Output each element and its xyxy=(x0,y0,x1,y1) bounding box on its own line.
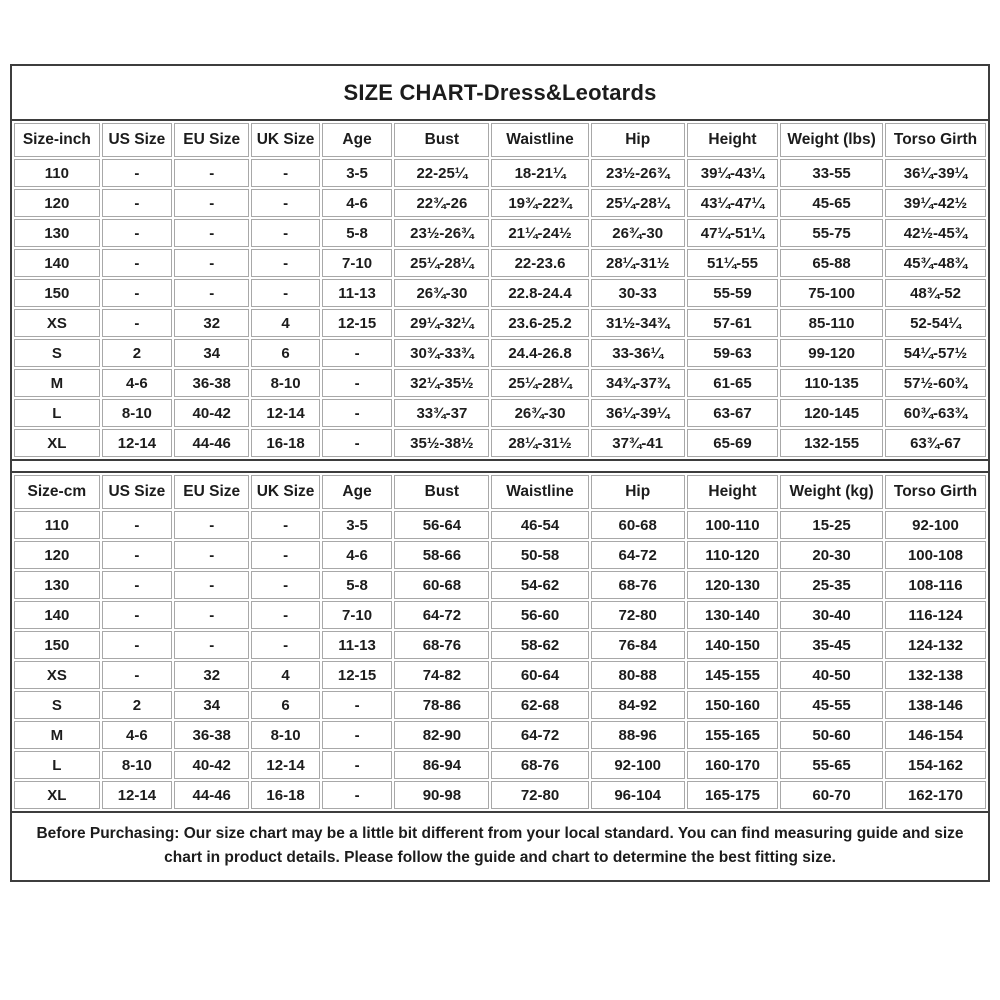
section-divider xyxy=(12,461,988,471)
table-cell: 108-116 xyxy=(885,571,986,599)
column-header: Torso Girth xyxy=(885,123,986,157)
column-header: Size-cm xyxy=(14,475,100,509)
table-cell: 61-65 xyxy=(687,369,778,397)
table-cell: 30-33 xyxy=(591,279,685,307)
table-cell: 18-21¼ xyxy=(491,159,588,187)
table-row xyxy=(14,279,986,307)
table-cell: 86-94 xyxy=(394,751,489,779)
table-cell: 23.6-25.2 xyxy=(491,309,588,337)
table-cell: 51¼-55 xyxy=(687,249,778,277)
column-header: UK Size xyxy=(251,475,320,509)
table-cell: 35½-38½ xyxy=(394,429,489,457)
table-cell: 40-42 xyxy=(174,399,249,427)
column-header: Height xyxy=(687,123,778,157)
table-row xyxy=(14,429,986,457)
table-cell: L xyxy=(14,399,100,427)
table-cell: - xyxy=(102,159,172,187)
table-cell: 12-15 xyxy=(322,309,392,337)
purchase-note: Before Purchasing: Our size chart may be a little bit different from your local standard. You can find measuring guide and size chart in product details. Please follow the guide and chart to determine the best fitting size. xyxy=(12,811,988,880)
column-header: Weight (kg) xyxy=(780,475,883,509)
table-cell: - xyxy=(174,159,249,187)
table-cell: - xyxy=(174,511,249,539)
table-cell: - xyxy=(102,661,172,689)
table-cell: 84-92 xyxy=(591,691,685,719)
table-cell: 40-50 xyxy=(780,661,883,689)
table-cell: 4 xyxy=(251,309,320,337)
table-cell: 39¼-43¼ xyxy=(687,159,778,187)
table-cell: - xyxy=(322,399,392,427)
table-cell: 7-10 xyxy=(322,249,392,277)
table-cell: 33¾-37 xyxy=(394,399,489,427)
table-cell: 12-14 xyxy=(102,781,172,809)
table-row xyxy=(14,601,986,629)
table-cell: 58-66 xyxy=(394,541,489,569)
column-header: US Size xyxy=(102,123,172,157)
table-cell: - xyxy=(174,189,249,217)
table-cell: 8-10 xyxy=(251,721,320,749)
table-cell: 60¾-63¾ xyxy=(885,399,986,427)
table-cell: 132-155 xyxy=(780,429,883,457)
table-cell: 155-165 xyxy=(687,721,778,749)
table-cell: 120-130 xyxy=(687,571,778,599)
table-cell: 63¾-67 xyxy=(885,429,986,457)
table-cell: 57-61 xyxy=(687,309,778,337)
table-cell: 110 xyxy=(14,159,100,187)
table-cell: 31½-34¾ xyxy=(591,309,685,337)
table-cell: 78-86 xyxy=(394,691,489,719)
table-cell: XS xyxy=(14,661,100,689)
table-cell: 16-18 xyxy=(251,429,320,457)
table-cell: 12-14 xyxy=(251,399,320,427)
table-cell: - xyxy=(102,601,172,629)
table-cell: 46-54 xyxy=(491,511,588,539)
table-cell: 165-175 xyxy=(687,781,778,809)
table-cell: 132-138 xyxy=(885,661,986,689)
table-cell: 39¼-42½ xyxy=(885,189,986,217)
table-cell: 60-64 xyxy=(491,661,588,689)
table-cell: 44-46 xyxy=(174,429,249,457)
table-cell: 16-18 xyxy=(251,781,320,809)
column-header: Bust xyxy=(394,123,489,157)
table-cell: 44-46 xyxy=(174,781,249,809)
column-header: Waistline xyxy=(491,475,588,509)
column-header: Hip xyxy=(591,475,685,509)
table-row xyxy=(14,781,986,809)
table-cell: - xyxy=(251,159,320,187)
table-cell: 100-108 xyxy=(885,541,986,569)
table-cell: 42½-45¾ xyxy=(885,219,986,247)
table-cell: 57½-60¾ xyxy=(885,369,986,397)
table-cell: 5-8 xyxy=(322,571,392,599)
page-title: SIZE CHART-Dress&Leotards xyxy=(12,66,988,121)
column-header: Age xyxy=(322,475,392,509)
table-cell: 120-145 xyxy=(780,399,883,427)
table-cell: 64-72 xyxy=(591,541,685,569)
table-cell: 154-162 xyxy=(885,751,986,779)
table-cell: 68-76 xyxy=(394,631,489,659)
table-cell: 56-60 xyxy=(491,601,588,629)
table-cell: 58-62 xyxy=(491,631,588,659)
table-cell: 28¼-31½ xyxy=(591,249,685,277)
table-cell: - xyxy=(102,219,172,247)
table-cell: 7-10 xyxy=(322,601,392,629)
table-cell: - xyxy=(251,571,320,599)
table-cell: 22-23.6 xyxy=(491,249,588,277)
table-cell: 50-58 xyxy=(491,541,588,569)
table-cell: - xyxy=(102,189,172,217)
table-cell: 55-59 xyxy=(687,279,778,307)
table-cell: 82-90 xyxy=(394,721,489,749)
table-cell: 140-150 xyxy=(687,631,778,659)
table-cell: - xyxy=(102,279,172,307)
table-cell: 19¾-22¾ xyxy=(491,189,588,217)
column-header: Torso Girth xyxy=(885,475,986,509)
table-cell: - xyxy=(174,631,249,659)
table-cell: - xyxy=(102,249,172,277)
table-cell: - xyxy=(322,369,392,397)
table-cell: M xyxy=(14,369,100,397)
column-header: EU Size xyxy=(174,475,249,509)
table-cell: 8-10 xyxy=(251,369,320,397)
table-cell: 8-10 xyxy=(102,399,172,427)
table-cell: - xyxy=(102,309,172,337)
table-cell: 140 xyxy=(14,601,100,629)
column-header: Weight (lbs) xyxy=(780,123,883,157)
size-inch-table xyxy=(12,121,988,459)
table-cell: - xyxy=(251,279,320,307)
table-cell: 22-25¼ xyxy=(394,159,489,187)
table-cell: 23½-26¾ xyxy=(394,219,489,247)
table-cell: 2 xyxy=(102,691,172,719)
table-cell: 124-132 xyxy=(885,631,986,659)
table-cell: - xyxy=(322,339,392,367)
table-cell: 54¼-57½ xyxy=(885,339,986,367)
column-header: Size-inch xyxy=(14,123,100,157)
table-cell: 76-84 xyxy=(591,631,685,659)
table-cell: 55-75 xyxy=(780,219,883,247)
column-header: US Size xyxy=(102,475,172,509)
table-cell: 60-68 xyxy=(394,571,489,599)
table-cell: 80-88 xyxy=(591,661,685,689)
table-cell: 4-6 xyxy=(102,369,172,397)
table-cell: 40-42 xyxy=(174,751,249,779)
table-cell: 4 xyxy=(251,661,320,689)
table-cell: 90-98 xyxy=(394,781,489,809)
table-cell: 150-160 xyxy=(687,691,778,719)
table-row xyxy=(14,511,986,539)
table-cell: 6 xyxy=(251,339,320,367)
table-cell: 3-5 xyxy=(322,159,392,187)
table-cell: 56-64 xyxy=(394,511,489,539)
table-cell: 29¼-32¼ xyxy=(394,309,489,337)
table-cell: 138-146 xyxy=(885,691,986,719)
table-cell: 47¼-51¼ xyxy=(687,219,778,247)
table-cell: 146-154 xyxy=(885,721,986,749)
table-cell: 72-80 xyxy=(491,781,588,809)
table-cell: 100-110 xyxy=(687,511,778,539)
table-row xyxy=(14,751,986,779)
table-row xyxy=(14,249,986,277)
table-cell: 24.4-26.8 xyxy=(491,339,588,367)
table-cell: S xyxy=(14,691,100,719)
header-row xyxy=(14,123,986,157)
table-cell: 110 xyxy=(14,511,100,539)
table-cell: 65-69 xyxy=(687,429,778,457)
table-cell: - xyxy=(102,571,172,599)
table-cell: 50-60 xyxy=(780,721,883,749)
table-cell: - xyxy=(251,511,320,539)
table-cell: - xyxy=(251,189,320,217)
table-cell: 52-54¼ xyxy=(885,309,986,337)
table-cell: 15-25 xyxy=(780,511,883,539)
table-cell: 60-68 xyxy=(591,511,685,539)
table-cell: 37¾-41 xyxy=(591,429,685,457)
table-cell: - xyxy=(174,219,249,247)
table-cell: - xyxy=(322,781,392,809)
table-cell: 11-13 xyxy=(322,631,392,659)
table-cell: 45-55 xyxy=(780,691,883,719)
size-inch-section xyxy=(12,121,988,461)
table-cell: - xyxy=(322,429,392,457)
table-cell: 130 xyxy=(14,571,100,599)
table-cell: 140 xyxy=(14,249,100,277)
size-cm-section xyxy=(12,471,988,811)
table-cell: 30-40 xyxy=(780,601,883,629)
table-row xyxy=(14,189,986,217)
table-cell: 26¾-30 xyxy=(394,279,489,307)
table-cell: - xyxy=(174,279,249,307)
table-cell: 43¼-47¼ xyxy=(687,189,778,217)
table-cell: - xyxy=(251,601,320,629)
table-cell: 60-70 xyxy=(780,781,883,809)
table-cell: 30¾-33¾ xyxy=(394,339,489,367)
table-cell: 68-76 xyxy=(491,751,588,779)
table-cell: - xyxy=(251,249,320,277)
table-cell: 65-88 xyxy=(780,249,883,277)
table-cell: 32 xyxy=(174,661,249,689)
table-cell: - xyxy=(174,601,249,629)
table-cell: 20-30 xyxy=(780,541,883,569)
table-cell: 130 xyxy=(14,219,100,247)
table-row xyxy=(14,571,986,599)
table-cell: - xyxy=(174,571,249,599)
table-cell: 32¼-35½ xyxy=(394,369,489,397)
table-cell: L xyxy=(14,751,100,779)
table-cell: - xyxy=(102,631,172,659)
table-cell: - xyxy=(251,631,320,659)
table-cell: 4-6 xyxy=(102,721,172,749)
table-cell: 36¼-39¼ xyxy=(591,399,685,427)
table-cell: 160-170 xyxy=(687,751,778,779)
table-cell: 62-68 xyxy=(491,691,588,719)
table-cell: 150 xyxy=(14,279,100,307)
table-row xyxy=(14,661,986,689)
table-cell: 34¾-37¾ xyxy=(591,369,685,397)
table-cell: 75-100 xyxy=(780,279,883,307)
table-row xyxy=(14,541,986,569)
table-cell: 4-6 xyxy=(322,189,392,217)
table-cell: - xyxy=(174,249,249,277)
table-cell: - xyxy=(322,751,392,779)
table-cell: 64-72 xyxy=(491,721,588,749)
table-cell: XL xyxy=(14,429,100,457)
table-cell: 33-36¼ xyxy=(591,339,685,367)
table-cell: 36¼-39¼ xyxy=(885,159,986,187)
table-cell: 11-13 xyxy=(322,279,392,307)
table-cell: 25¼-28¼ xyxy=(394,249,489,277)
table-cell: 32 xyxy=(174,309,249,337)
table-cell: 8-10 xyxy=(102,751,172,779)
table-cell: 162-170 xyxy=(885,781,986,809)
table-cell: - xyxy=(251,219,320,247)
table-cell: 25-35 xyxy=(780,571,883,599)
table-cell: XS xyxy=(14,309,100,337)
table-cell: 145-155 xyxy=(687,661,778,689)
table-cell: - xyxy=(174,541,249,569)
table-cell: 130-140 xyxy=(687,601,778,629)
table-cell: 92-100 xyxy=(885,511,986,539)
table-cell: 116-124 xyxy=(885,601,986,629)
table-cell: XL xyxy=(14,781,100,809)
table-cell: 96-104 xyxy=(591,781,685,809)
table-cell: 64-72 xyxy=(394,601,489,629)
table-cell: 55-65 xyxy=(780,751,883,779)
table-cell: 88-96 xyxy=(591,721,685,749)
table-cell: 26¾-30 xyxy=(591,219,685,247)
table-row xyxy=(14,631,986,659)
table-cell: 22.8-24.4 xyxy=(491,279,588,307)
header-row xyxy=(14,475,986,509)
table-row xyxy=(14,159,986,187)
table-cell: 3-5 xyxy=(322,511,392,539)
table-cell: 74-82 xyxy=(394,661,489,689)
table-cell: 99-120 xyxy=(780,339,883,367)
table-cell: 25¼-28¼ xyxy=(491,369,588,397)
table-cell: - xyxy=(322,721,392,749)
table-cell: 45¾-48¾ xyxy=(885,249,986,277)
table-cell: 72-80 xyxy=(591,601,685,629)
table-cell: 59-63 xyxy=(687,339,778,367)
column-header: Hip xyxy=(591,123,685,157)
table-cell: 85-110 xyxy=(780,309,883,337)
table-row xyxy=(14,721,986,749)
table-cell: 28¼-31½ xyxy=(491,429,588,457)
table-cell: 45-65 xyxy=(780,189,883,217)
table-cell: 120 xyxy=(14,541,100,569)
table-row xyxy=(14,219,986,247)
table-cell: 34 xyxy=(174,339,249,367)
table-cell: 63-67 xyxy=(687,399,778,427)
table-row xyxy=(14,339,986,367)
table-cell: 36-38 xyxy=(174,721,249,749)
table-cell: 12-15 xyxy=(322,661,392,689)
table-cell: 35-45 xyxy=(780,631,883,659)
table-cell: 36-38 xyxy=(174,369,249,397)
table-cell: 110-135 xyxy=(780,369,883,397)
table-cell: 54-62 xyxy=(491,571,588,599)
table-cell: - xyxy=(102,541,172,569)
table-cell: 33-55 xyxy=(780,159,883,187)
table-cell: 48¾-52 xyxy=(885,279,986,307)
table-cell: 6 xyxy=(251,691,320,719)
table-cell: 26¾-30 xyxy=(491,399,588,427)
table-cell: 12-14 xyxy=(251,751,320,779)
table-cell: 150 xyxy=(14,631,100,659)
table-cell: 5-8 xyxy=(322,219,392,247)
table-row xyxy=(14,309,986,337)
table-cell: 25¼-28¼ xyxy=(591,189,685,217)
size-chart-panel xyxy=(10,64,990,882)
table-row xyxy=(14,369,986,397)
table-cell: 68-76 xyxy=(591,571,685,599)
table-cell: 92-100 xyxy=(591,751,685,779)
table-cell: M xyxy=(14,721,100,749)
table-cell: 120 xyxy=(14,189,100,217)
table-cell: S xyxy=(14,339,100,367)
table-row xyxy=(14,399,986,427)
table-cell: - xyxy=(251,541,320,569)
table-cell: 4-6 xyxy=(322,541,392,569)
column-header: Bust xyxy=(394,475,489,509)
table-row xyxy=(14,691,986,719)
column-header: Waistline xyxy=(491,123,588,157)
table-cell: 12-14 xyxy=(102,429,172,457)
table-cell: - xyxy=(322,691,392,719)
table-cell: 21¼-24½ xyxy=(491,219,588,247)
table-cell: 110-120 xyxy=(687,541,778,569)
column-header: UK Size xyxy=(251,123,320,157)
table-cell: 2 xyxy=(102,339,172,367)
table-cell: 22¾-26 xyxy=(394,189,489,217)
column-header: Height xyxy=(687,475,778,509)
table-cell: - xyxy=(102,511,172,539)
table-cell: 34 xyxy=(174,691,249,719)
column-header: EU Size xyxy=(174,123,249,157)
column-header: Age xyxy=(322,123,392,157)
table-cell: 23½-26¾ xyxy=(591,159,685,187)
size-cm-table xyxy=(12,473,988,811)
